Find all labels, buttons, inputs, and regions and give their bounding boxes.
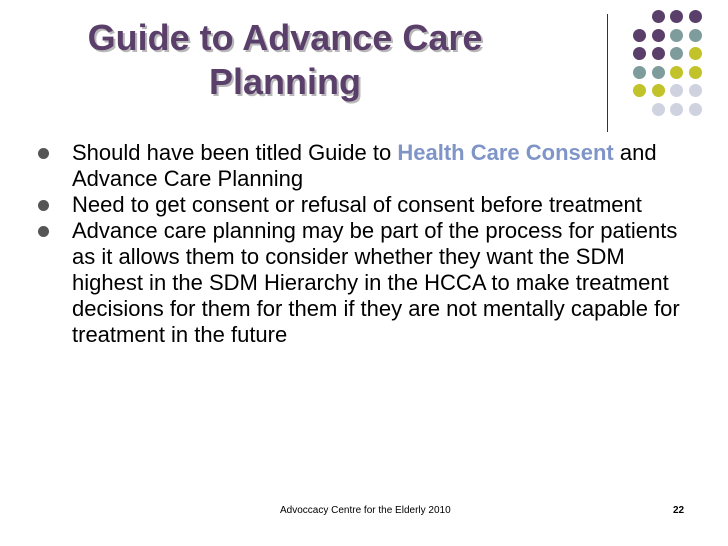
bullet-item-1 bbox=[38, 140, 688, 192]
decorative-dot bbox=[652, 47, 665, 60]
bullet-1-highlight: Health Care Consent bbox=[397, 140, 614, 165]
bullet-2-text: Need to get consent or refusal of consent before treatment bbox=[72, 192, 642, 217]
decorative-dot bbox=[670, 47, 683, 60]
decorative-dot bbox=[670, 103, 683, 116]
decorative-dot bbox=[670, 29, 683, 42]
bullet-1-text-before: Should have been titled Guide to bbox=[72, 140, 398, 165]
decorative-dot bbox=[633, 84, 646, 97]
bullet-1-text-after: and Advance Care Planning bbox=[72, 140, 657, 191]
bullet-icon bbox=[38, 226, 49, 237]
decorative-dot bbox=[689, 66, 702, 79]
decorative-dot bbox=[670, 66, 683, 79]
bullet-list bbox=[38, 140, 688, 348]
decorative-divider bbox=[607, 14, 608, 132]
decorative-dot bbox=[633, 29, 646, 42]
title-line-1: Guide to Advance Care bbox=[87, 17, 483, 58]
decorative-dot bbox=[689, 103, 702, 116]
decorative-dot bbox=[652, 103, 665, 116]
decorative-dot bbox=[689, 47, 702, 60]
decorative-dot bbox=[652, 29, 665, 42]
title-line-2: Planning bbox=[209, 61, 361, 102]
decorative-dot bbox=[633, 47, 646, 60]
bullet-item-2 bbox=[38, 192, 688, 218]
bullet-3-text: Advance care planning may be part of the process for patients as it allows them to consider whether they want the SDM highest in the SDM Hierarchy in the HCCA to make treatment decisions for them for them if they are not mentally capable for treatment in the future bbox=[72, 218, 680, 347]
decorative-dot bbox=[652, 84, 665, 97]
bullet-icon bbox=[38, 200, 49, 211]
decorative-dot bbox=[670, 84, 683, 97]
decorative-dot bbox=[652, 66, 665, 79]
page-number: 22 bbox=[673, 505, 685, 516]
slide-title bbox=[70, 16, 500, 104]
decorative-dot bbox=[633, 66, 646, 79]
bullet-icon bbox=[38, 148, 49, 159]
footer-text: Advoccacy Centre for the Elderly 2010 bbox=[280, 505, 451, 516]
bullet-item-3 bbox=[38, 218, 688, 348]
decorative-dot bbox=[689, 84, 702, 97]
decorative-dot bbox=[689, 29, 702, 42]
decorative-dot bbox=[652, 10, 665, 23]
decorative-dot bbox=[670, 10, 683, 23]
decorative-dot bbox=[689, 10, 702, 23]
